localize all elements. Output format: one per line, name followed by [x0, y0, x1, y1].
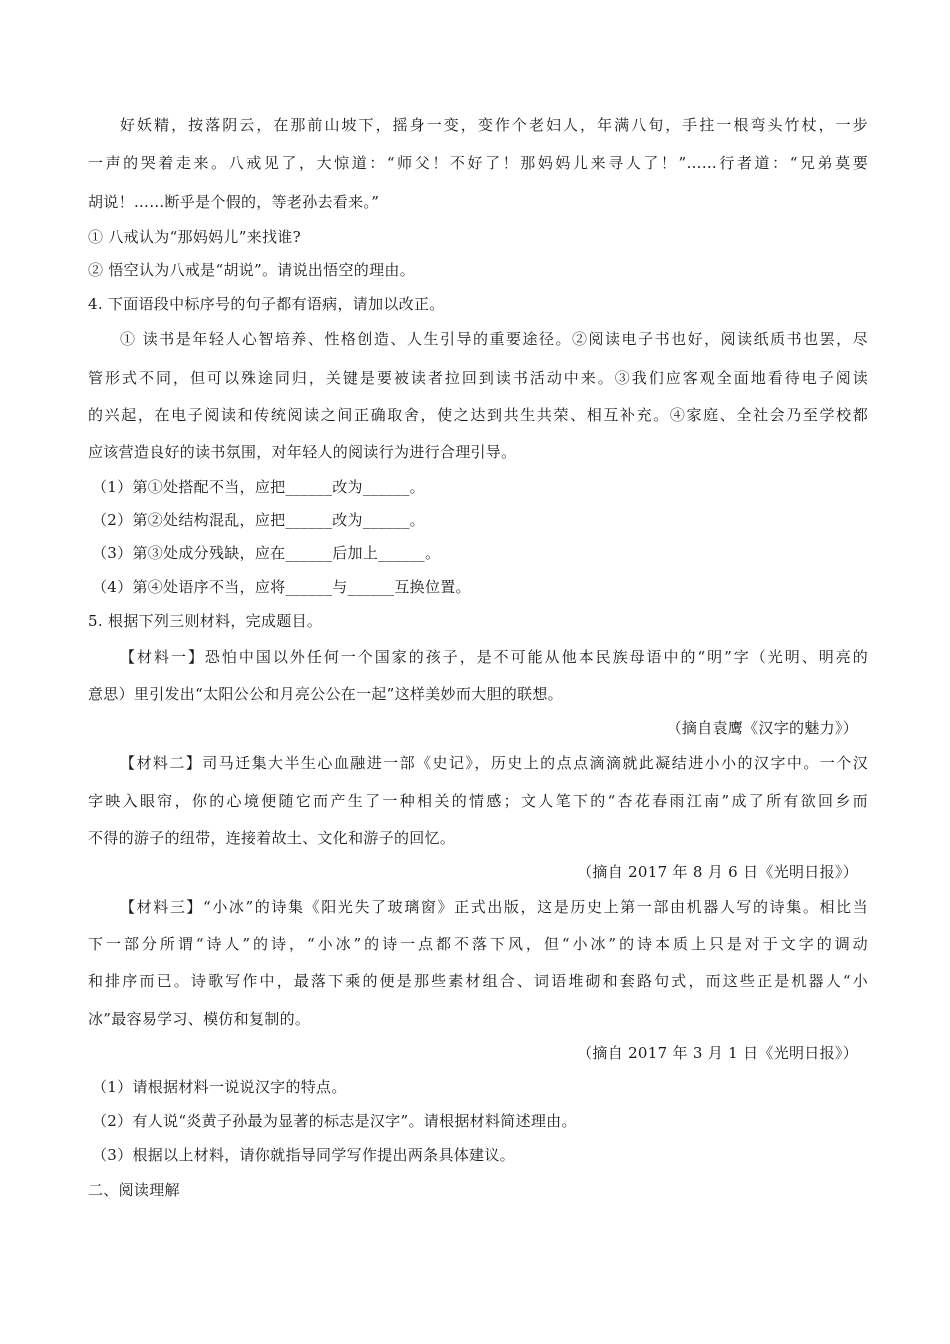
material-1-line-2: 意思）里引发出“太阳公公和月亮公公在一起”这样美妙而大胆的联想。 — [88, 685, 563, 703]
question-4-sub-4: （4）第④处语序不当，应将______与______互换位置。 — [92, 578, 471, 596]
passage-line-2: 一声的哭着走来。八戒见了，大惊道：“师父！不好了！那妈妈儿来寻人了！”……行者道：“兄弟莫要 — [88, 154, 868, 172]
material-3-line-4: 冰”最容易学习、模仿和复制的。 — [88, 1010, 311, 1028]
question-4-paragraph-line-3: 的兴起，在电子阅读和传统阅读之间正确取舍，使之达到共生共荣、相互补充。④家庭、全社会乃至学校都 — [88, 406, 868, 424]
question-4-paragraph-line-1: ① 读书是年轻人心智培养、性格创造、人生引导的重要途径。②阅读电子书也好，阅读纸质书也罢，尽 — [120, 330, 868, 348]
material-3-line-2: 下一部分所谓“诗人”的诗，“小冰”的诗一点都不落下风，但“小冰”的诗本质上只是对于文字的调动 — [88, 935, 868, 953]
section-2-heading: 二、阅读理解 — [88, 1181, 180, 1199]
passage-line-1: 好妖精，按落阴云，在那前山坡下，摇身一变，变作个老妇人，年满八旬，手拄一根弯头竹杖，一步 — [120, 116, 868, 134]
question-5-sub-1: （1）请根据材料一说说汉字的特点。 — [92, 1078, 347, 1096]
material-3-line-3: 和排序而已。诗歌写作中，最落下乘的便是那些素材组合、词语堆砌和套路句式，而这些正是机器人“小 — [88, 972, 868, 990]
question-3-item-2: ② 悟空认为八戒是“胡说”。请说出悟空的理由。 — [88, 261, 416, 279]
question-4-paragraph-line-4: 应该营造良好的读书氛围，对年轻人的阅读行为进行合理引导。 — [88, 443, 517, 461]
question-5-sub-2: （2）有人说“炎黄子孙最为显著的标志是汉字”。请根据材料简述理由。 — [92, 1112, 577, 1130]
material-1-source: （摘自袁鹰《汉字的魅力》） — [666, 719, 858, 737]
passage-line-3: 胡说！……断乎是个假的，等老孙去看来。” — [88, 193, 380, 211]
question-5-heading: 5. 根据下列三则材料，完成题目。 — [88, 612, 323, 630]
question-4-sub-2: （2）第②处结构混乱，应把______改为______。 — [92, 511, 425, 529]
question-4-heading: 4. 下面语段中标序号的句子都有语病，请加以改正。 — [88, 295, 445, 313]
material-2-line-1: 【材料二】司马迁集大半生心血融进一部《史记》，历史上的点点滴滴就此凝结进小小的汉字中。一个汉 — [120, 754, 868, 772]
question-4-sub-1: （1）第①处搭配不当，应把______改为______。 — [92, 478, 425, 496]
question-3-item-1: ① 八戒认为“那妈妈儿”来找谁? — [88, 228, 301, 246]
question-4-paragraph-line-2: 管形式不同，但可以殊途同归，关键是要被读者拉回到读书活动中来。③我们应客观全面地看待电子阅读 — [88, 369, 868, 387]
material-2-source: （摘自 2017 年 8 月 6 日《光明日报》） — [577, 863, 858, 881]
question-5-sub-3: （3）根据以上材料，请你就指导同学写作提出两条具体建议。 — [92, 1146, 515, 1164]
question-4-sub-3: （3）第③处成分残缺，应在______后加上______。 — [92, 544, 441, 562]
material-3-line-1: 【材料三】“小冰”的诗集《阳光失了玻璃窗》正式出版，这是历史上第一部由机器人写的诗集。相比当 — [120, 898, 868, 916]
material-2-line-3: 不得的游子的纽带，连接着故土、文化和游子的回忆。 — [88, 829, 456, 847]
material-1-line-1: 【材料一】恐怕中国以外任何一个国家的孩子，是不可能从他本民族母语中的“明”字（光明、明亮的 — [120, 648, 868, 666]
material-2-line-2: 字映入眼帘，你的心境便随它而产生了一种相关的情感；文人笔下的“杏花春雨江南”成了所有欲回乡而 — [88, 792, 868, 810]
material-3-source: （摘自 2017 年 3 月 1 日《光明日报》） — [577, 1044, 858, 1062]
